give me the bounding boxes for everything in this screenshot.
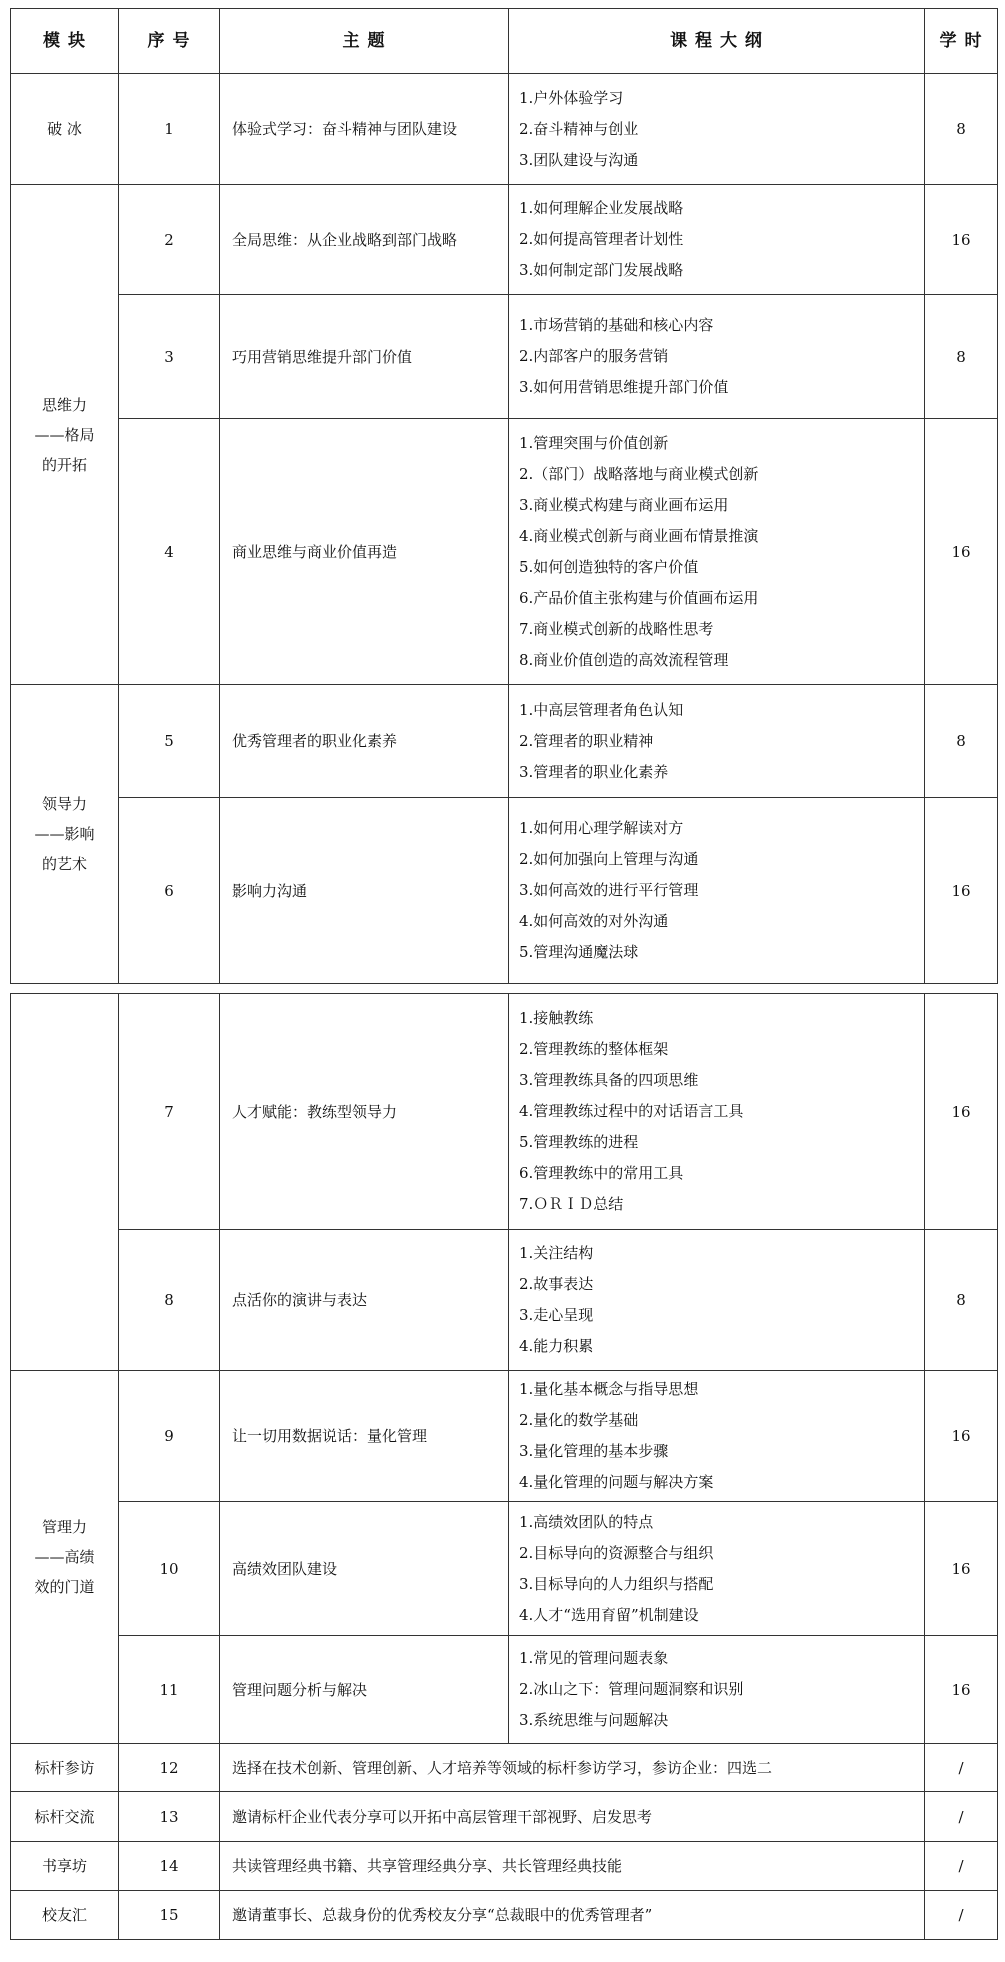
outline-cell (509, 1371, 925, 1502)
table-row (11, 685, 998, 798)
outline-cell (509, 1230, 925, 1371)
outline-item: 1.常见的管理问题表象 (519, 1649, 669, 1667)
table-row (11, 1636, 998, 1744)
outline-item: 6.管理教练中的常用工具 (519, 1164, 684, 1182)
hours-cell: 8 (925, 295, 998, 419)
desc-cell: 邀请董事长、总裁身份的优秀校友分享“总裁眼中的优秀管理者” (220, 1891, 925, 1940)
outline-item: 3.团队建设与沟通 (519, 150, 639, 169)
table-row (11, 1744, 998, 1792)
outline-item: 4.管理教练过程中的对话语言工具 (519, 1102, 744, 1120)
desc-cell: 邀请标杆企业代表分享可以开拓中高层管理干部视野、启发思考 (220, 1792, 925, 1842)
outline-item: 1.如何用心理学解读对方 (519, 819, 684, 837)
hours-cell: / (925, 1891, 998, 1940)
no-cell: 11 (119, 1636, 220, 1744)
outline-item: 2.内部客户的服务营销 (519, 347, 669, 365)
outline-item: 7.商业模式创新的战略性思考 (519, 619, 714, 638)
outline-item: 1.接触教练 (519, 1009, 594, 1027)
outline-item: 4.能力积累 (519, 1337, 594, 1355)
hours-cell: 8 (925, 685, 998, 798)
header-hours: 学 时 (925, 9, 998, 74)
topic-cell: 人才赋能：教练型领导力 (220, 994, 509, 1230)
outline-item: 2.如何提高管理者计划性 (519, 230, 684, 248)
outline-item: 6.产品价值主张构建与价值画布运用 (519, 588, 759, 607)
no-cell: 13 (119, 1792, 220, 1842)
module-cell: 校友汇 (11, 1891, 119, 1940)
outline-item: 1.中高层管理者角色认知 (519, 700, 684, 719)
table-row (11, 994, 998, 1230)
hours-cell: 16 (925, 419, 998, 685)
outline-item: 5.管理教练的进程 (519, 1133, 639, 1151)
outline-item: 2.管理者的职业精神 (519, 731, 654, 750)
hours-cell: 16 (925, 798, 998, 984)
outline-cell (509, 74, 925, 185)
table-row (11, 74, 998, 185)
topic-cell: 影响力沟通 (220, 798, 509, 984)
module-cell: 标杆交流 (11, 1792, 119, 1842)
hours-cell: 8 (925, 74, 998, 185)
no-cell: 1 (119, 74, 220, 185)
desc-cell: 选择在技术创新、管理创新、人才培养等领域的标杆参访学习，参访企业：四选二 (220, 1744, 925, 1792)
outline-item: 3.目标导向的人力组织与搭配 (519, 1574, 714, 1593)
outline-item: 4.商业模式创新与商业画布情景推演 (519, 526, 759, 545)
topic-cell: 巧用营销思维提升部门价值 (220, 295, 509, 419)
outline-item: 1.高绩效团队的特点 (519, 1512, 654, 1531)
no-cell: 2 (119, 185, 220, 295)
outline-item: 1.户外体验学习 (519, 88, 624, 107)
outline-item: 4.如何高效的对外沟通 (519, 912, 669, 930)
no-cell: 15 (119, 1891, 220, 1940)
topic-cell: 高绩效团队建设 (220, 1502, 509, 1636)
hours-cell: / (925, 1744, 998, 1792)
hours-cell: / (925, 1792, 998, 1842)
outline-item: 1.关注结构 (519, 1244, 594, 1262)
outline-item: 3.管理教练具备的四项思维 (519, 1071, 699, 1089)
outline-item: 2.目标导向的资源整合与组织 (519, 1543, 714, 1562)
outline-item: 2.（部门）战略落地与商业模式创新 (519, 464, 759, 483)
outline-cell (509, 1502, 925, 1636)
topic-cell: 商业思维与商业价值再造 (220, 419, 509, 685)
outline-item: 1.管理突围与价值创新 (519, 433, 669, 452)
outline-item: 3.如何高效的进行平行管理 (519, 881, 699, 899)
outline-item: 2.量化的数学基础 (519, 1411, 639, 1429)
topic-cell: 管理问题分析与解决 (220, 1636, 509, 1744)
hours-cell: 16 (925, 1371, 998, 1502)
outline-item: 1.市场营销的基础和核心内容 (519, 316, 714, 334)
header-module: 模 块 (11, 9, 119, 74)
header-outline: 课 程 大 纲 (509, 9, 925, 74)
course-table-part-2 (10, 993, 998, 1940)
course-table-part-1 (10, 8, 998, 984)
outline-item: 2.冰山之下：管理问题洞察和识别 (519, 1680, 744, 1698)
no-cell: 4 (119, 419, 220, 685)
module-cell: 标杆参访 (11, 1744, 119, 1792)
module-cell: 破 冰 (11, 74, 119, 185)
hours-cell: 16 (925, 994, 998, 1230)
outline-item: 2.故事表达 (519, 1275, 594, 1293)
outline-cell (509, 185, 925, 295)
table-row (11, 1230, 998, 1371)
outline-item: 7.ＯＲＩＤ总结 (519, 1195, 624, 1213)
no-cell: 7 (119, 994, 220, 1230)
no-cell: 3 (119, 295, 220, 419)
outline-cell (509, 798, 925, 984)
table-row (11, 1891, 998, 1940)
no-cell: 8 (119, 1230, 220, 1371)
outline-item: 1.量化基本概念与指导思想 (519, 1380, 699, 1398)
outline-item: 4.人才“选用育留”机制建设 (519, 1605, 699, 1624)
outline-item: 3.管理者的职业化素养 (519, 762, 669, 781)
outline-cell (509, 295, 925, 419)
table-row (11, 798, 998, 984)
outline-item: 3.如何制定部门发展战略 (519, 261, 684, 279)
topic-cell: 体验式学习：奋斗精神与团队建设 (220, 74, 509, 185)
no-cell: 9 (119, 1371, 220, 1502)
hours-cell: 8 (925, 1230, 998, 1371)
no-cell: 12 (119, 1744, 220, 1792)
outline-item: 3.商业模式构建与商业画布运用 (519, 495, 729, 514)
table-row (11, 1792, 998, 1842)
outline-item: 3.系统思维与问题解决 (519, 1711, 669, 1729)
table-row (11, 1502, 998, 1636)
hours-cell: 16 (925, 1636, 998, 1744)
topic-cell: 让一切用数据说话：量化管理 (220, 1371, 509, 1502)
module-cell: 思维力 ——格局 的开拓 (11, 185, 119, 685)
no-cell: 5 (119, 685, 220, 798)
outline-cell (509, 1636, 925, 1744)
hours-cell: 16 (925, 185, 998, 295)
outline-cell (509, 685, 925, 798)
module-cell: 书享坊 (11, 1842, 119, 1891)
desc-cell: 共读管理经典书籍、共享管理经典分享、共长管理经典技能 (220, 1842, 925, 1891)
table-row (11, 419, 998, 685)
topic-cell: 优秀管理者的职业化素养 (220, 685, 509, 798)
module-cell-empty (11, 994, 119, 1371)
hours-cell: / (925, 1842, 998, 1891)
outline-item: 8.商业价值创造的高效流程管理 (519, 650, 729, 669)
topic-cell: 全局思维：从企业战略到部门战略 (220, 185, 509, 295)
no-cell: 14 (119, 1842, 220, 1891)
outline-item: 2.管理教练的整体框架 (519, 1040, 669, 1058)
table-row (11, 295, 998, 419)
outline-item: 3.走心呈现 (519, 1306, 594, 1324)
outline-item: 1.如何理解企业发展战略 (519, 199, 684, 217)
outline-item: 4.量化管理的问题与解决方案 (519, 1473, 714, 1491)
table-header-row (11, 9, 998, 74)
module-cell: 领导力 ——影响 的艺术 (11, 685, 119, 984)
hours-cell: 16 (925, 1502, 998, 1636)
topic-cell: 点活你的演讲与表达 (220, 1230, 509, 1371)
header-topic: 主 题 (220, 9, 509, 74)
outline-item: 5.如何创造独特的客户价值 (519, 557, 699, 576)
module-cell: 管理力 ——高绩 效的门道 (11, 1371, 119, 1744)
outline-item: 3.量化管理的基本步骤 (519, 1442, 669, 1460)
table-row (11, 1842, 998, 1891)
header-no: 序 号 (119, 9, 220, 74)
outline-cell (509, 419, 925, 685)
table-row (11, 1371, 998, 1502)
outline-cell (509, 994, 925, 1230)
outline-item: 5.管理沟通魔法球 (519, 943, 639, 961)
no-cell: 6 (119, 798, 220, 984)
outline-item: 2.奋斗精神与创业 (519, 119, 639, 138)
outline-item: 3.如何用营销思维提升部门价值 (519, 378, 729, 396)
outline-item: 2.如何加强向上管理与沟通 (519, 850, 699, 868)
table-row (11, 185, 998, 295)
no-cell: 10 (119, 1502, 220, 1636)
